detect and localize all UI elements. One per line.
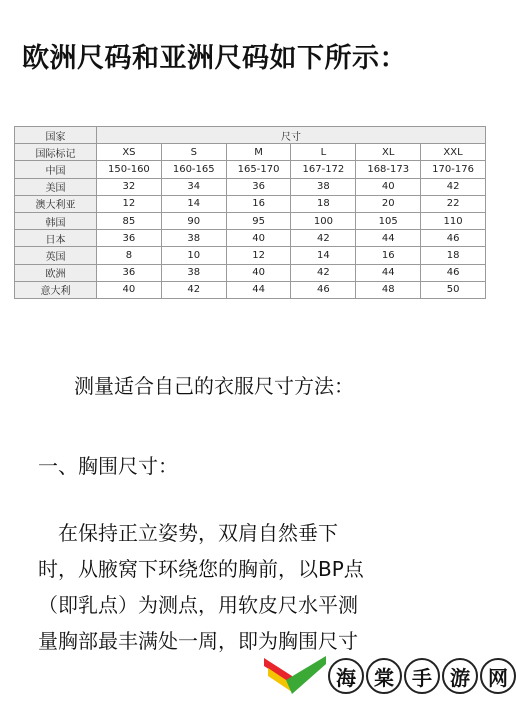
row-header: 欧洲 bbox=[15, 264, 97, 281]
table-cell: 46 bbox=[291, 281, 356, 298]
table-cell: 44 bbox=[356, 264, 421, 281]
table-cell: 100 bbox=[291, 212, 356, 229]
table-cell: 165-170 bbox=[226, 161, 291, 178]
table-cell: 170-176 bbox=[421, 161, 486, 178]
table-cell: 46 bbox=[421, 230, 486, 247]
page-title: 欧洲尺码和亚洲尺码如下所示： bbox=[22, 43, 407, 74]
table-cell: 20 bbox=[356, 195, 421, 212]
table-cell: 90 bbox=[161, 212, 226, 229]
table-cell: 18 bbox=[291, 195, 356, 212]
measure-method-heading: 测量适合自己的衣服尺寸方法： bbox=[74, 374, 354, 398]
watermark-char: 网 bbox=[480, 658, 516, 694]
table-cell: 12 bbox=[226, 247, 291, 264]
table-cell: 40 bbox=[356, 178, 421, 195]
table-cell: 167-172 bbox=[291, 161, 356, 178]
header-size: 尺寸 bbox=[97, 127, 486, 144]
table-row bbox=[15, 264, 486, 281]
table-row bbox=[15, 247, 486, 264]
table-cell: 42 bbox=[421, 178, 486, 195]
table-cell: 10 bbox=[161, 247, 226, 264]
table-cell: 105 bbox=[356, 212, 421, 229]
table-cell: 36 bbox=[97, 264, 162, 281]
chest-size-paragraph bbox=[38, 515, 468, 659]
watermark-text bbox=[328, 658, 516, 694]
table-cell: 16 bbox=[356, 247, 421, 264]
size-label-cell: XL bbox=[356, 144, 421, 161]
watermark-char: 棠 bbox=[366, 658, 402, 694]
size-table bbox=[14, 126, 486, 299]
table-cell: 14 bbox=[291, 247, 356, 264]
row-header: 中国 bbox=[15, 161, 97, 178]
size-label-cell: L bbox=[291, 144, 356, 161]
size-label-cell: S bbox=[161, 144, 226, 161]
table-row bbox=[15, 161, 486, 178]
header-country: 国家 bbox=[15, 127, 97, 144]
table-cell: 12 bbox=[97, 195, 162, 212]
table-cell: 85 bbox=[97, 212, 162, 229]
table-cell: 44 bbox=[356, 230, 421, 247]
table-cell: 48 bbox=[356, 281, 421, 298]
table-cell: 110 bbox=[421, 212, 486, 229]
table-row bbox=[15, 195, 486, 212]
table-cell: 40 bbox=[226, 264, 291, 281]
size-label-cell: XXL bbox=[421, 144, 486, 161]
table-cell: 38 bbox=[161, 264, 226, 281]
row-header: 英国 bbox=[15, 247, 97, 264]
table-row bbox=[15, 281, 486, 298]
table-cell: 150-160 bbox=[97, 161, 162, 178]
watermark-char: 游 bbox=[442, 658, 478, 694]
table-cell: 16 bbox=[226, 195, 291, 212]
paragraph-line: 在保持正立姿势，双肩自然垂下 bbox=[38, 521, 338, 545]
table-cell: 18 bbox=[421, 247, 486, 264]
row-header: 意大利 bbox=[15, 281, 97, 298]
table-cell: 36 bbox=[97, 230, 162, 247]
row-header: 韩国 bbox=[15, 212, 97, 229]
table-cell: 42 bbox=[161, 281, 226, 298]
row-header: 国际标记 bbox=[15, 144, 97, 161]
table-cell: 14 bbox=[161, 195, 226, 212]
table-cell: 22 bbox=[421, 195, 486, 212]
table-cell: 50 bbox=[421, 281, 486, 298]
table-cell: 38 bbox=[161, 230, 226, 247]
table-cell: 160-165 bbox=[161, 161, 226, 178]
paragraph-line: 量胸部最丰满处一周，即为胸围尺寸 bbox=[38, 629, 358, 653]
table-cell: 38 bbox=[291, 178, 356, 195]
chest-size-heading: 一、胸围尺寸： bbox=[38, 454, 178, 478]
table-row bbox=[15, 212, 486, 229]
table-cell: 8 bbox=[97, 247, 162, 264]
size-label-cell: M bbox=[226, 144, 291, 161]
check-logo-icon bbox=[262, 654, 328, 698]
size-table-container bbox=[14, 126, 486, 299]
paragraph-line: 时，从腋窝下环绕您的胸前，以BP点 bbox=[38, 557, 364, 581]
table-cell: 36 bbox=[226, 178, 291, 195]
table-cell: 46 bbox=[421, 264, 486, 281]
table-cell: 44 bbox=[226, 281, 291, 298]
table-cell: 95 bbox=[226, 212, 291, 229]
table-cell: 40 bbox=[226, 230, 291, 247]
watermark-char: 手 bbox=[404, 658, 440, 694]
table-header-row bbox=[15, 127, 486, 144]
table-cell: 40 bbox=[97, 281, 162, 298]
size-label-cell: XS bbox=[97, 144, 162, 161]
row-header: 美国 bbox=[15, 178, 97, 195]
row-header: 澳大利亚 bbox=[15, 195, 97, 212]
table-cell: 34 bbox=[161, 178, 226, 195]
table-row bbox=[15, 230, 486, 247]
table-cell: 32 bbox=[97, 178, 162, 195]
watermark bbox=[262, 650, 508, 702]
table-cell: 168-173 bbox=[356, 161, 421, 178]
table-cell: 42 bbox=[291, 230, 356, 247]
table-size-label-row bbox=[15, 144, 486, 161]
watermark-char: 海 bbox=[328, 658, 364, 694]
table-cell: 42 bbox=[291, 264, 356, 281]
row-header: 日本 bbox=[15, 230, 97, 247]
table-row bbox=[15, 178, 486, 195]
paragraph-line: （即乳点）为测点，用软皮尺水平测 bbox=[38, 593, 358, 617]
